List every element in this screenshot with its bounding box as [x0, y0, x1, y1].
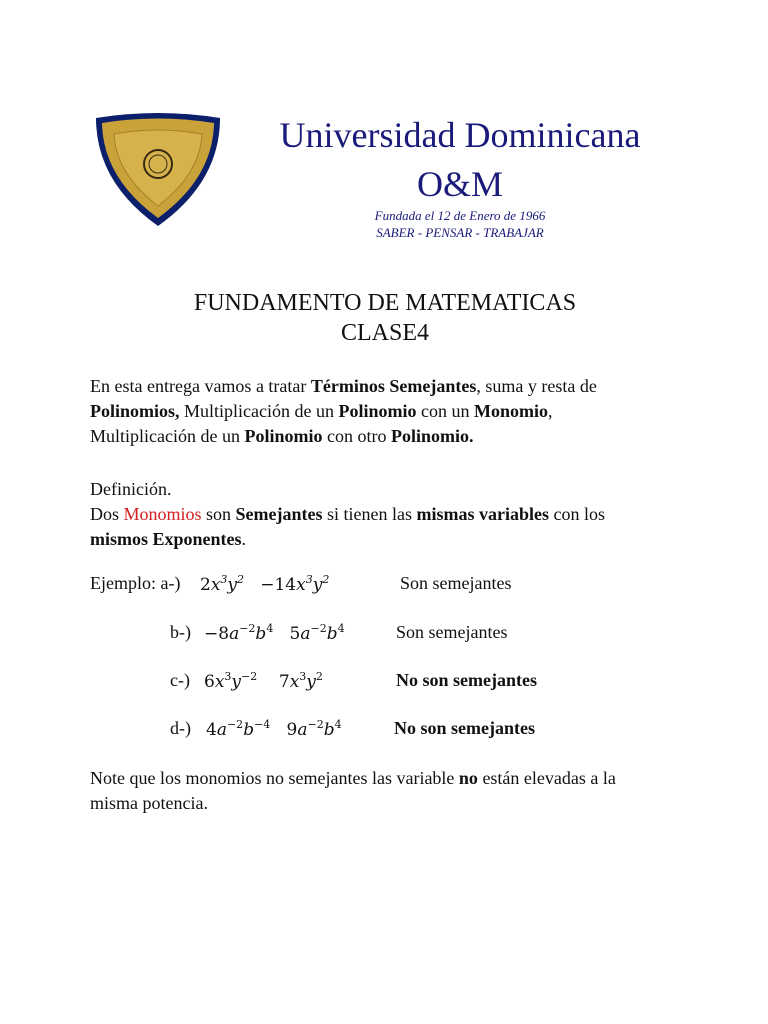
intro-line-3: Multiplicación de un Polinomio con otro Polinomio. [90, 426, 474, 446]
definition-line-2: mismos Exponentes. [90, 529, 247, 549]
example-b-result: Son semejantes [396, 622, 508, 642]
example-a-math: $2x^3y^2$ $-14x^3y^2$ [200, 573, 330, 595]
founded-date: Fundada el 12 de Enero de 1966 [374, 208, 546, 223]
example-c-label: c-) [170, 670, 190, 690]
university-abbrev: O&M [416, 164, 503, 204]
example-b-label: b-) [170, 622, 191, 642]
university-motto: SABER - PENSAR - TRABAJAR [376, 225, 544, 240]
definition-line-1: Dos Monomios son Semejantes si tienen las mismas variables con los [90, 504, 606, 524]
intro-paragraph [90, 374, 710, 449]
university-logo [92, 112, 224, 230]
shield-icon [92, 112, 224, 230]
definition-heading: Definición. [90, 479, 172, 499]
example-c-math: $6x^3y^{-2}$ $7x^3y^2$ [204, 670, 323, 692]
note-line-1: Note que los monomios no semejantes las variable no están elevadas a la [90, 768, 616, 788]
example-c-result: No son semejantes [396, 670, 537, 690]
intro-line-1: En esta entrega vamos a tratar Términos Semejantes, suma y resta de [90, 376, 597, 396]
course-title: FUNDAMENTO DE MATEMATICAS [193, 290, 577, 316]
example-d-label: d-) [170, 718, 191, 738]
intro-line-2: Polinomios, Multiplicación de un Polinomio con un Monomio, [90, 401, 553, 421]
example-a-result: Son semejantes [400, 573, 512, 593]
example-d-math: $4a^{-2}b^{-4}$ $9a^{-2}b^4$ [206, 718, 342, 740]
note-line-2: misma potencia. [90, 793, 208, 813]
example-b-math: $-8a^{-2}b^4$ $5a^{-2}b^4$ [204, 622, 345, 644]
note-paragraph [90, 766, 710, 816]
example-a-label: Ejemplo: a-) [90, 573, 181, 593]
university-name: Universidad Dominicana [279, 115, 641, 155]
definition-block [90, 477, 710, 552]
example-d-result: No son semejantes [394, 718, 535, 738]
class-number: CLASE4 [340, 320, 429, 346]
